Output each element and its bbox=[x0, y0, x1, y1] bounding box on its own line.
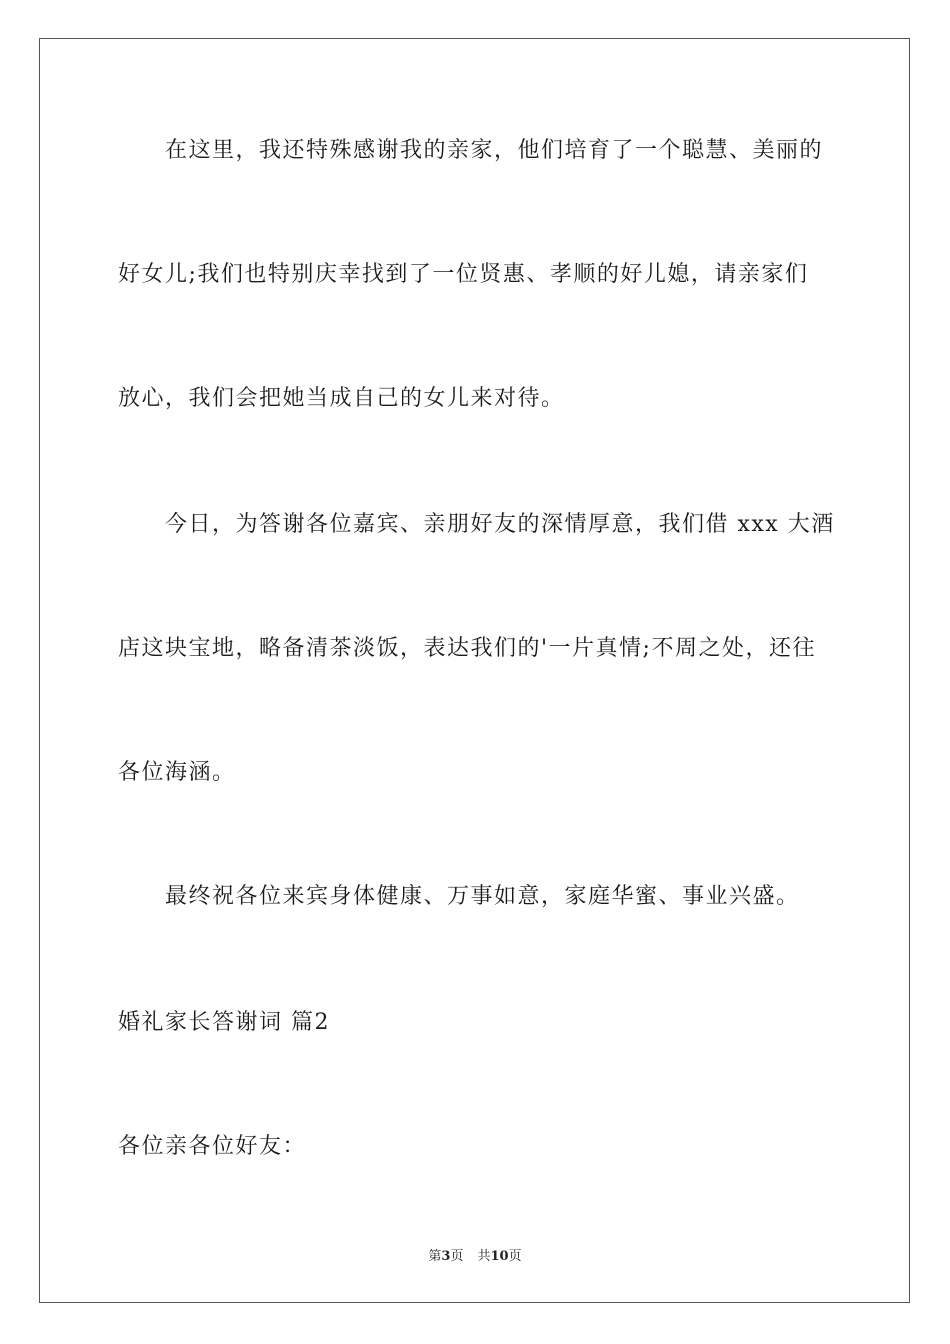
page-prefix: 第 bbox=[428, 1249, 442, 1264]
paragraph-1-line-3: 放心，我们会把她当成自己的女儿来对待。 bbox=[118, 386, 565, 411]
section-heading: 婚礼家长答谢词 篇2 bbox=[118, 1010, 330, 1035]
paragraph-3-line-1: 最终祝各位来宾身体健康、万事如意，家庭华蜜、事业兴盛。 bbox=[165, 884, 800, 909]
paragraph-1-line-1: 在这里，我还特殊感谢我的亲家，他们培育了一个聪慧、美丽的 bbox=[165, 138, 824, 163]
total-prefix: 共 bbox=[477, 1249, 491, 1264]
salutation: 各位亲各位好友： bbox=[118, 1134, 307, 1159]
total-pages: 10 bbox=[490, 1249, 509, 1264]
paragraph-1-line-2: 好女儿;我们也特别庆幸找到了一位贤惠、孝顺的好儿媳，请亲家们 bbox=[118, 262, 809, 287]
total-suffix: 页 bbox=[508, 1249, 522, 1264]
page-suffix: 页 bbox=[450, 1249, 464, 1264]
paragraph-2-line-2: 店这块宝地，略备清茶淡饭，表达我们的'一片真情;不周之处，还往 bbox=[118, 636, 816, 661]
page-border bbox=[39, 38, 910, 1303]
paragraph-2-line-3: 各位海涵。 bbox=[118, 760, 236, 785]
page-number: 3 bbox=[441, 1249, 451, 1264]
paragraph-2-line-1: 今日，为答谢各位嘉宾、亲朋好友的深情厚意，我们借 xxx 大酒 bbox=[165, 512, 835, 537]
page-footer bbox=[0, 1248, 950, 1266]
